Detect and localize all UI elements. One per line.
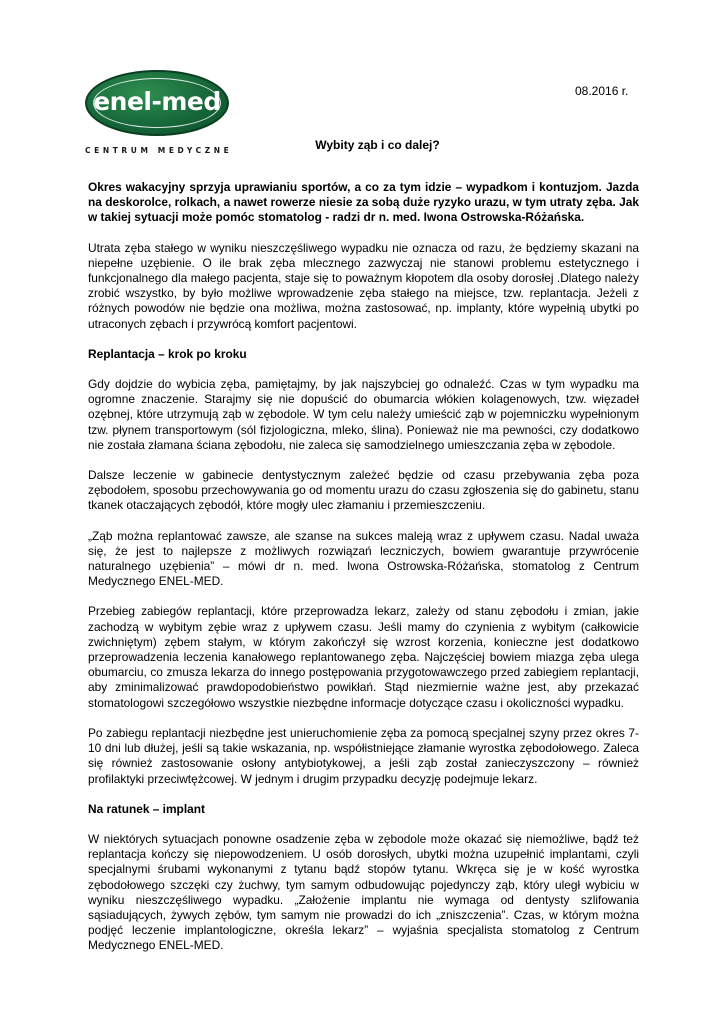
paragraph: Gdy dojdzie do wybicia zęba, pamiętajmy, by jak najszybciej go odnaleźć. Czas w tym wypadku ma ogromne znaczenie. Starajmy się nie dopuścić do obumarcia włókien kolagenowych, tzw. więzadeł ozębnej, które utrzymują ząb w zębodole. W tym celu należy umieścić ząb w pojemniczku wypełnionym tzw. płynem transportowym (sól fizjologiczna, mleko, ślina). Ponieważ nie ma pewności, czy dodatkowo nie została złamana ściana zębodołu, nie zaleca się samodzielnego umieszczania zęba w zębodole. [88,377,639,452]
document-date: 08.2016 r. [575,84,629,98]
logo-brand: enel-med [93,87,221,116]
lead-paragraph: Okres wakacyjny sprzyja uprawianiu sportów, a co za tym idzie – wypadkom i kontuzjom. Jazda na deskorolce, rolkach, a nawet rowerze niesie za sobą duże ryzyko urazu, w tym utraty zęba. Jak w takiej sytuacji może pomóc stomatolog - radzi dr n. med. Iwona Ostrowska-Różańska. [88,180,639,225]
paragraph: Dalsze leczenie w gabinecie dentystycznym zależeć będzie od czasu przebywania zęba poza zębodołem, sposobu przechowywania go od momentu urazu do czasu zgłoszenia się do gabinetu, stanu tkanek otaczających zębodół, które mogły ulec złamaniu i przemieszczeniu. [88,468,639,513]
section-heading-replantation: Replantacja – krok po kroku [88,346,247,361]
document-title-row [0,138,725,152]
logo-subtitle: CENTRUM MEDYCZNE [85,146,233,155]
document-title: Wybity ząb i co dalej? [315,138,440,152]
paragraph: Po zabiegu replantacji niezbędne jest unieruchomienie zęba za pomocą specjalnej szyny przez okres 7- 10 dni lub dłużej, jeśli są takie wskazania, np. współistniejące złamanie wyrostka zębodołowego. Zaleca się również zastosowanie osłony antybiotykowej, a jeśli ząb został zanieczyszczony – również profilaktyki przeciwtężcowej. W jednym i drugim przypadku decyzję podejmuje lekarz. [88,725,639,786]
paragraph: Przebieg zabiegów replantacji, które przeprowadza lekarz, zależy od stanu zębodołu i zmian, jakie zachodzą w wybitym zębie wraz z upływem czasu. Jeśli mamy do czynienia z wybitym (całkowicie zwichniętym) zębem stałym, w którym zakończył się wzrost korzenia, konieczne jest dodatkowo przeprowadzenia leczenia kanałowego replantowanego zęba. Najczęściej bowiem miazga zęba ulega obumarciu, co zmusza lekarza do innego postępowania przygotowawczego przed zabiegiem replantacji, aby zminimalizować prawdopodobieństwo powikłań. Stąd niezmiernie ważne jest, aby przekazać stomatologowi szczegółowo wszystkie niezbędne informacje dotyczące czasu i okoliczności wypadku. [88,604,639,710]
intro-paragraph: Utrata zęba stałego w wyniku nieszczęśliwego wypadku nie oznacza od razu, że będziemy skazani na niepełne uzębienie. O ile brak zęba mlecznego zazwyczaj nie stanowi problemu estetycznego i funkcjonalnego dla małego pacjenta, staje się to poważnym kłopotem dla osoby dorosłej .Dlatego należy zrobić wszystko, by było możliwe wprowadzenie zęba stałego na miejsce, tzw. replantacja. Jeżeli z różnych powodów nie będzie ona możliwa, można zastosować, np. implanty, które wypełnią ubytki po utraconych zębach i przywrócą komfort pacjentowi. [88,240,639,331]
logo-oval [85,70,229,136]
paragraph: W niektórych sytuacjach ponowne osadzenie zęba w zębodole może okazać się niemożliwe, bądź też replantacja kończy się niepowodzeniem. U osób dorosłych, ubytki można uzupełnić implantami, czyli specjalnymi śrubami wykonanymi z tytanu bądź stopów tytanu. Wkręca się je w kość wyrostka zębodołowego szczęki czy żuchwy, tym samym odbudowując pojedynczy ząb, który uległ wybiciu w wyniku nieszczęśliwego wypadku. „Założenie implantu nie wymaga od dentysty szlifowania sąsiadujących, żywych zębów, tym samym nie prowadzi do ich „zniszczenia”. Czas, w którym można podjęć leczenie implantologiczne, określa lekarz” – wyjaśnia specjalista stomatolog z Centrum Medycznego ENEL-MED. [88,831,639,953]
article-body [88,180,639,969]
quote-paragraph: „Ząb można replantować zawsze, ale szanse na sukces maleją wraz z upływem czasu. Nadal uważa się, że jest to najlepsze z możliwych rozwiązań leczniczych, bowiem gwarantuje przywrócenie naturalnego uzębienia” – mówi dr n. med. Iwona Ostrowska-Różańska, stomatolog z Centrum Medycznego ENEL-MED. [88,528,639,589]
section-heading-implant: Na ratunek – implant [88,801,205,816]
